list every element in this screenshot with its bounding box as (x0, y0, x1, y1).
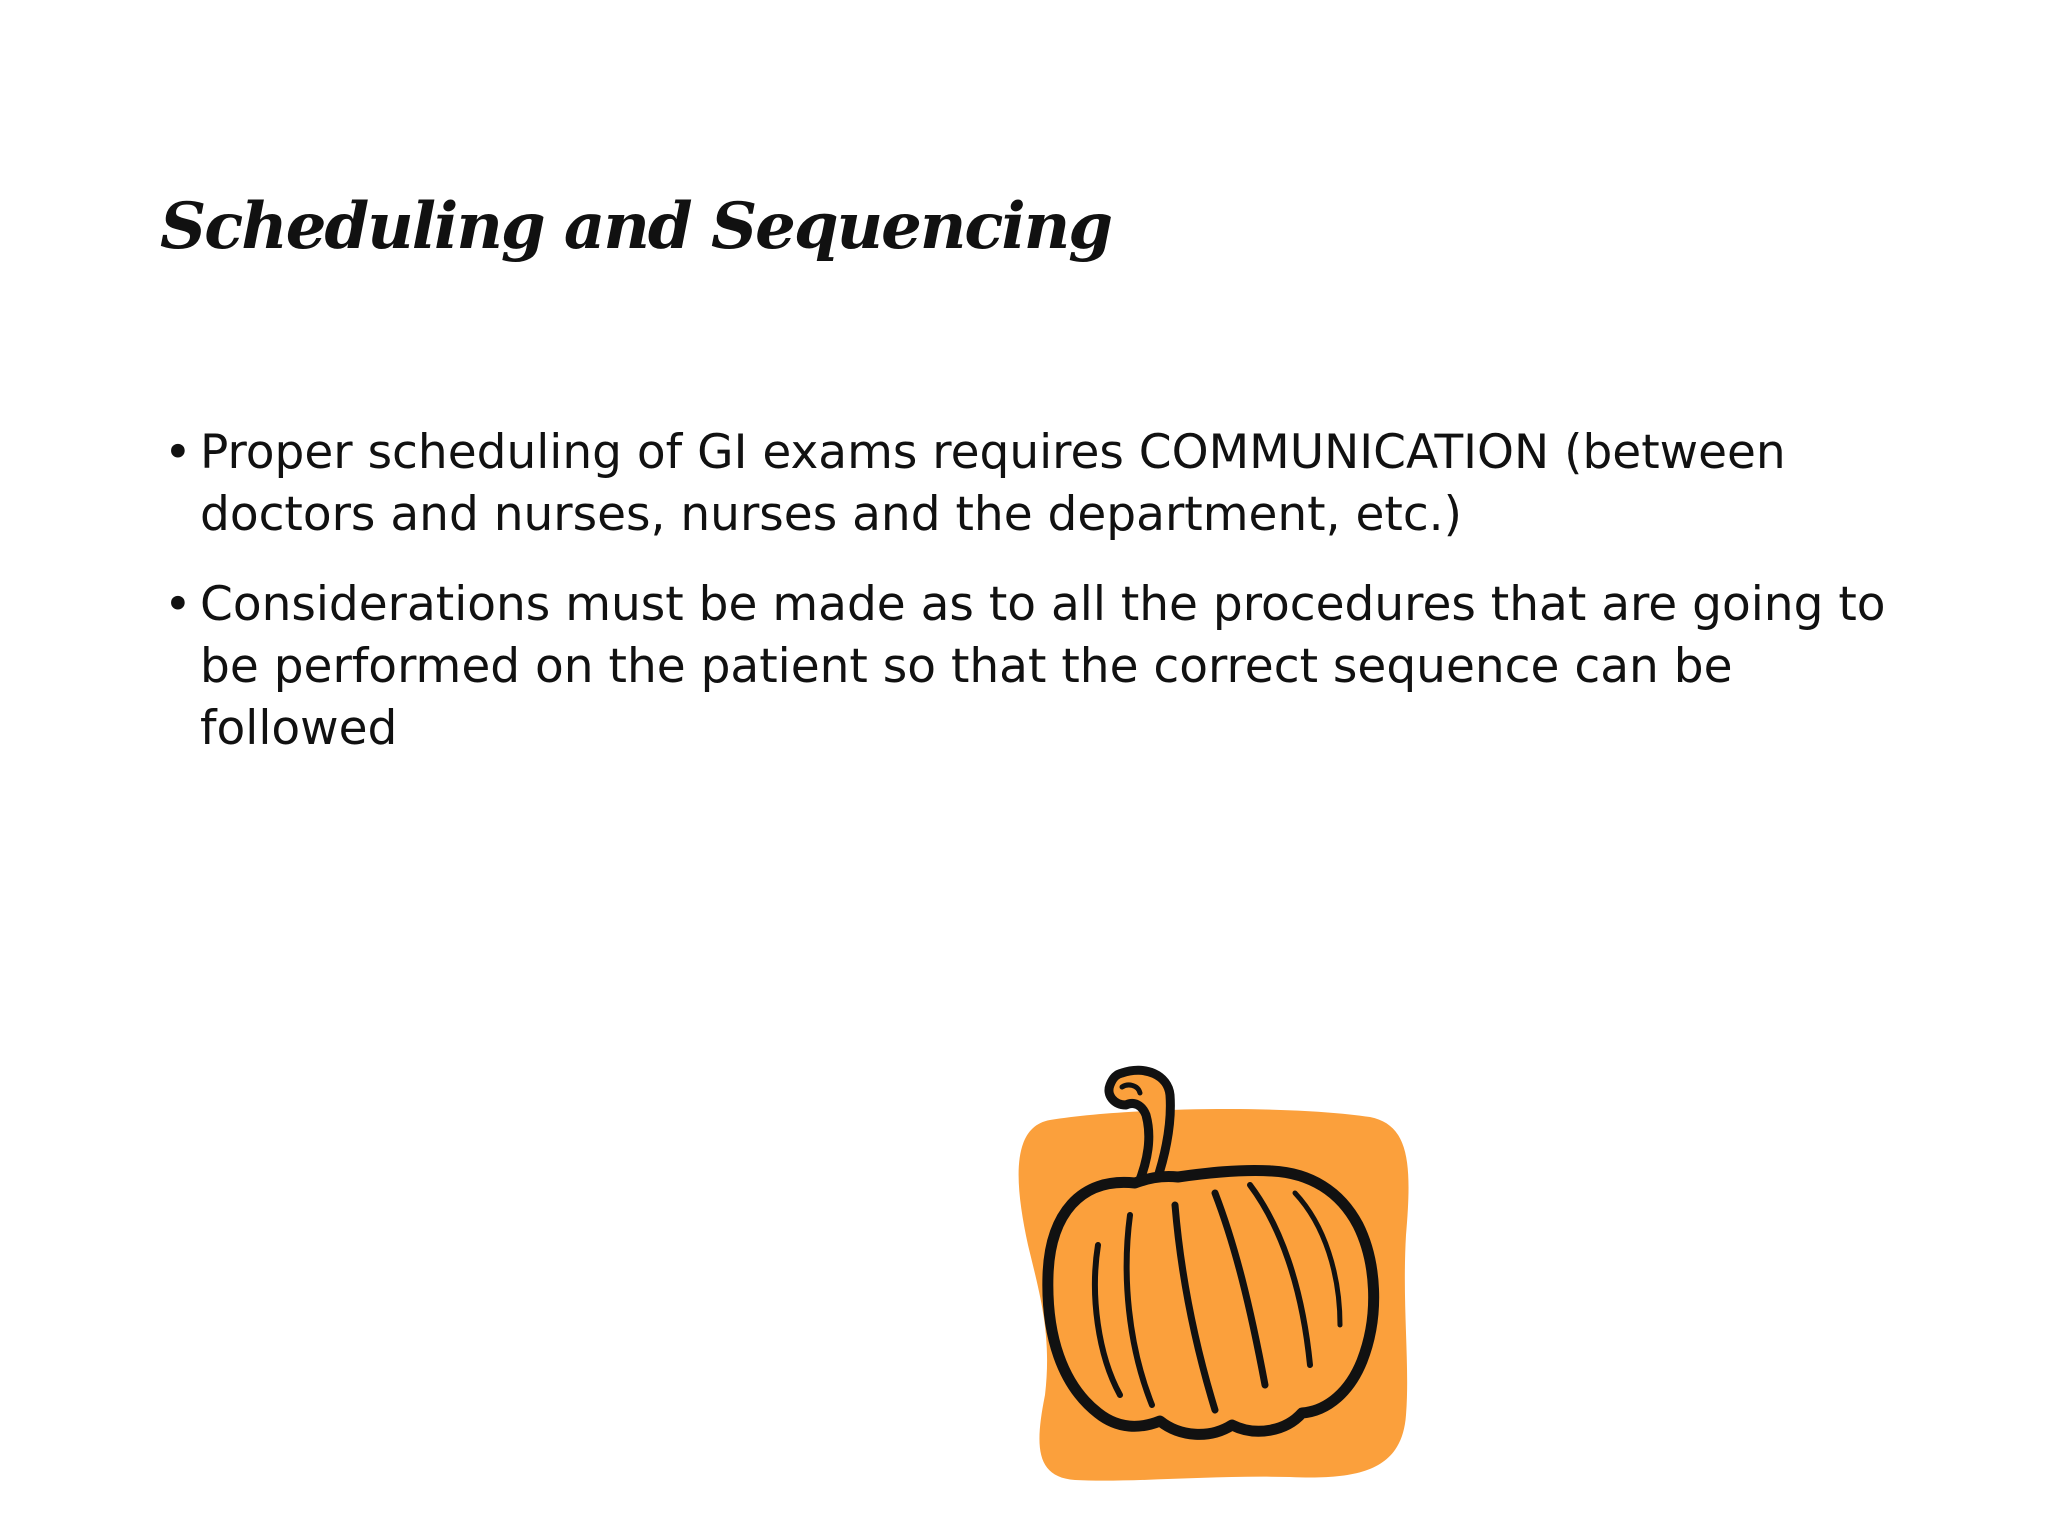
bullet-item (164, 422, 1900, 546)
bullet-text: Considerations must be made as to all the procedures that are going to be performed on the patient so that the correct sequence can be followed (200, 577, 1886, 756)
bullet-item (164, 574, 1900, 760)
bullet-marker: • (164, 425, 192, 480)
bullet-list (164, 422, 1900, 788)
bullet-marker: • (164, 577, 192, 632)
pumpkin-icon (1010, 1065, 1430, 1490)
slide-title: Scheduling and Sequencing (160, 189, 1111, 264)
bullet-text: Proper scheduling of GI exams requires COMMUNICATION (between doctors and nurses, nurses and the department, etc.) (200, 425, 1786, 542)
